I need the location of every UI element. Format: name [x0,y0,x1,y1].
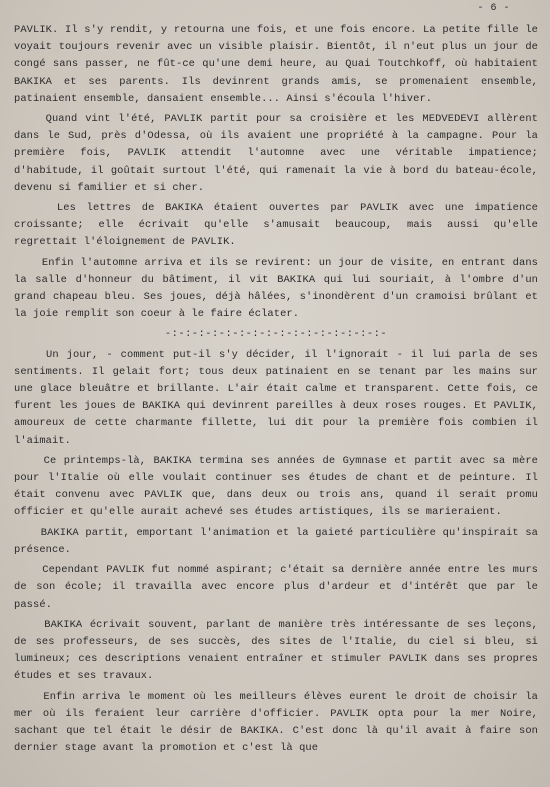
paragraph-4: Enfin l'automne arriva et ils se revirent: un jour de visite, en entrant dans la salle d'honneur du bâtiment, il vit BAKIKA qui lui souriait, à l'ombre d'un grand chapeau bleu. Ses joues, déjà hâlées, s'inondèrent d'un cramoisi brûlant et la joie remplit son coeur à le faire éclater. [14,256,545,321]
paragraph-3: Les lettres de BAKIKA étaient ouvertes par PAVLIK avec une impatience croissante; elle écrivait qu'elle s'amusait beaucoup, mais aussi qu'elle regrettait l'éloignement de PAVLIK. [14,202,545,249]
paragraph-1: PAVLIK. Il s'y rendit, y retourna une fois, et une fois encore. La petite fille le voyait toujours revenir avec un visible plaisir. Bientôt, il n'eut plus un jour de congé sans passer, ne fût-ce qu'une demi heure, au Quai Toutchkoff, où habitaient BAKIKA et ses parents. Ils devinrent grands amis, se promenaient ensemble, patinaient ensemble, dansaient ensemble... Ainsi s'écoula l'hiver. [14,24,545,105]
paragraph-9: BAKIKA écrivait souvent, parlant de manière très intéressante de ses leçons, de ses professeurs, de ses succès, des sites de l'Italie, du ciel si bleu, si lumineux; ces descriptions venaient entraîner et stimuler PAVLIK dans ses propres études et ses travaux. [14,618,545,683]
paragraph-10: Enfin arriva le moment où les meilleurs élèves eurent le droit de choisir la mer où ils feraient leur carrière d'officier. PAVLIK opta pour la mer Noire, sachant que tel était le désir de BAKIKA. C'est donc là qu'il avait à faire son dernier stage avant la promotion et c'est là que [14,690,545,755]
paragraph-2: Quand vint l'été, PAVLIK partit pour sa croisière et les MEDVEDEVI allèrent dans le Sud, près d'Odessa, où ils avaient une propriété à la campagne. Pour la première fois, PAVLIK attendit l'automne avec une véritable impatience; d'habitude, il goûtait surtout l'été, qui ramenait la vie à bord du bateau-école, devenu si familier et si cher. [14,113,545,194]
paragraph-5: Un jour, - comment put-il s'y décider, il l'ignorait - il lui parla de ses sentiments. Il gelait fort; tous deux patinaient en se tenant par les mains sur une glace bleuâtre et brillante. L'air était calme et transparent. Cette fois, ce furent les joues de BAKIKA qui devinrent pareilles à deux roses rouges. Et PAVLIK, amoureux de cette charmante fillette, lui dit pour la première fois combien il l'aimait. [14,348,545,447]
paragraph-6: Ce printemps-là, BAKIKA termina ses années de Gymnase et partit avec sa mère pour l'Italie où elle voulait continuer ses études de chant et de peinture. Il était convenu avec PAVLIK que, dans deux ou trois ans, quand il serait promu officier et qu'elle aurait achevé ses études artistiques, ils se marieraient. [14,454,545,519]
paragraph-7: BAKIKA partit, emportant l'animation et la gaieté particulière qu'inspirait sa présence. [14,526,545,556]
page-number: - 6 - [477,3,510,14]
paragraph-8: Cependant PAVLIK fut nommé aspirant; c'était sa dernière année entre les murs de son école; il travailla avec encore plus d'ardeur et d'intérêt que par le passé. [14,564,545,611]
section-separator: -:-:-:-:-:-:-:-:-:-:-:-:-:-:-:-:- [164,328,388,341]
